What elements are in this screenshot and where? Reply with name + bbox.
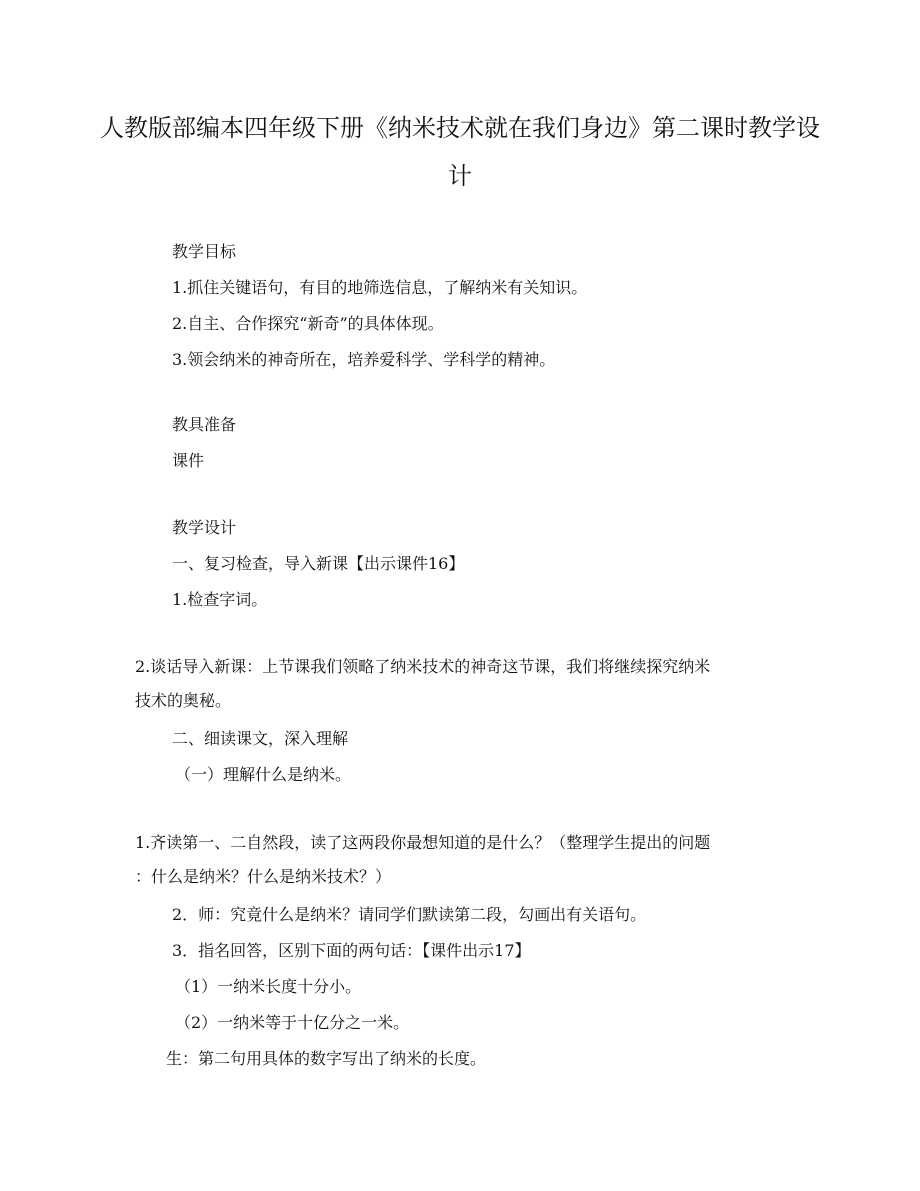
student-answer: 生：第二句用具体的数字写出了纳米的长度。 [166,1049,487,1068]
document-title: 人教版部编本四年级下册《纳米技术就在我们身边》第二课时教学设计 [100,114,820,190]
example-sentence: （2）一纳米等于十亿分之一米。 [175,1013,410,1032]
objective-item: 1.抓住关键语句，有目的地筛选信息，了解纳米有关知识。 [172,278,588,297]
part1-item-line: 2.谈话导入新课：上节课我们领略了纳米技术的神奇这节课，我们将继续探究纳米 [135,657,711,676]
part1-item: 1.检查字词。 [172,590,268,609]
design-heading: 教学设计 [172,518,237,537]
part2-heading: 二、细读课文，深入理解 [172,729,349,748]
materials-heading: 教具准备 [172,415,237,434]
materials-text: 课件 [172,451,205,470]
objective-item: 3.领会纳米的神奇所在，培养爱科学、学科学的精神。 [172,350,556,369]
part2-item-line: ：什么是纳米？什么是纳米技术？） [135,867,392,886]
part2-item: 3．指名回答，区别下面的两句话：【课件出示17】 [172,941,531,960]
part2-subheading: （一）理解什么是纳米。 [175,765,352,784]
objective-item: 2.自主、合作探究“新奇”的具体体现。 [172,314,444,333]
part1-item-line: 技术的奥秘。 [135,691,232,710]
example-sentence: （1）一纳米长度十分小。 [175,977,362,996]
part1-heading: 一、复习检查，导入新课【出示课件16】 [172,554,465,573]
part2-item: 2．师：究竟什么是纳米？请同学们默读第二段，勾画出有关语句。 [172,905,647,924]
objectives-heading: 教学目标 [172,242,237,261]
part2-item-line: 1.齐读第一、二自然段，读了这两段你最想知道的是什么？（整理学生提出的问题 [135,833,711,852]
